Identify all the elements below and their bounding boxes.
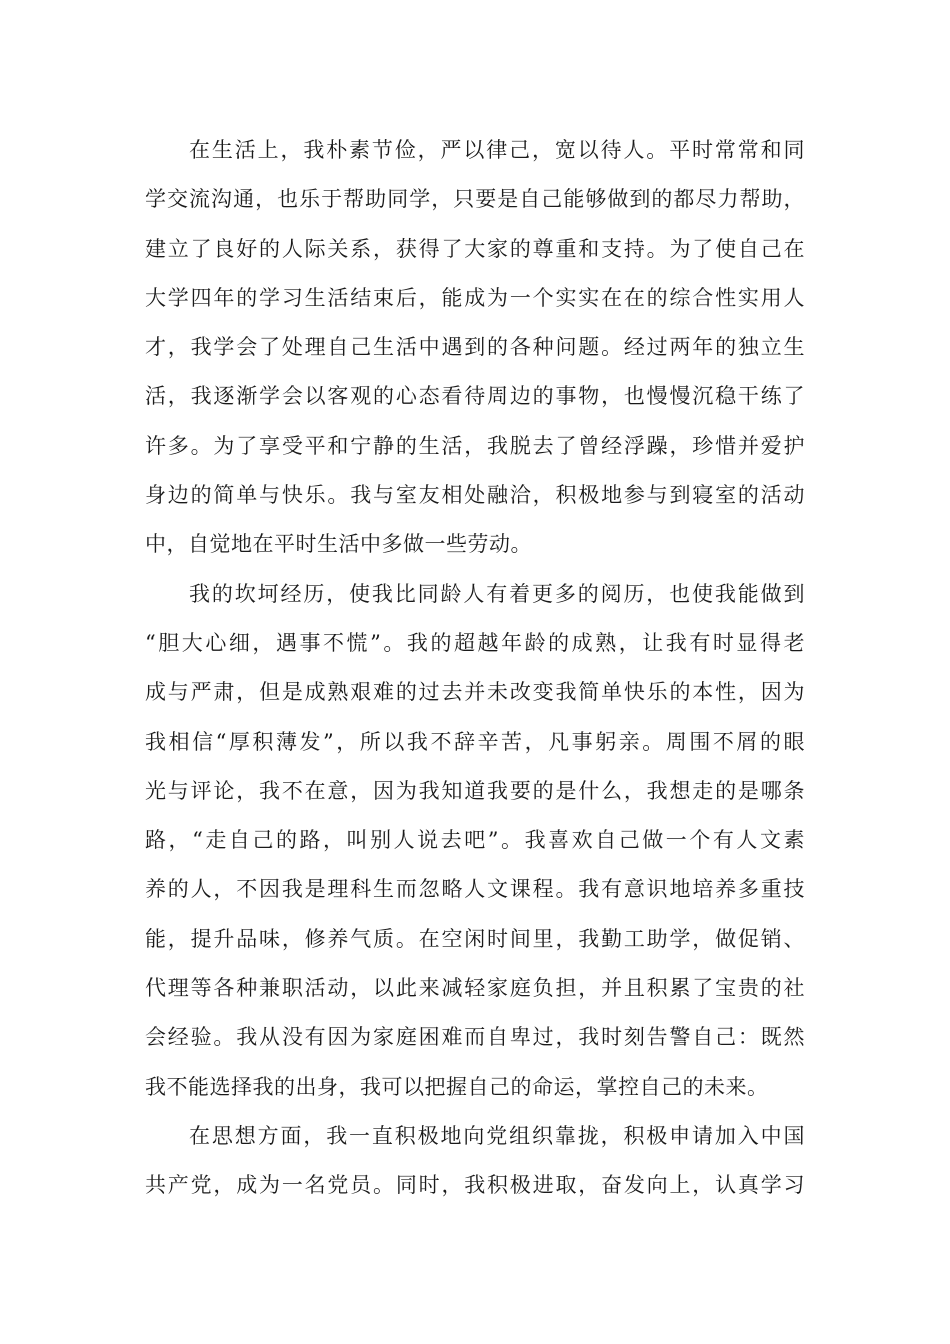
text-line: 学交流沟通，也乐于帮助同学，只要是自己能够做到的都尽力帮助， xyxy=(145,187,805,212)
text-line: 在思想方面，我一直积极地向党组织靠拢，积极申请加入中国 xyxy=(189,1123,805,1148)
text-line: 建立了良好的人际关系，获得了大家的尊重和支持。为了使自己在 xyxy=(145,236,805,261)
text-line: 我的坎坷经历，使我比同龄人有着更多的阅历，也使我能做到 xyxy=(189,581,805,606)
text-line: 大学四年的学习生活结束后，能成为一个实实在在的综合性实用人 xyxy=(145,285,805,310)
paragraph-life xyxy=(145,126,805,570)
text-line: 光与评论，我不在意，因为我知道我要的是什么，我想走的是哪条 xyxy=(145,778,805,803)
text-line: 共产党，成为一名党员。同时，我积极进取，奋发向上，认真学习 xyxy=(145,1173,805,1198)
text-line: 中，自觉地在平时生活中多做一些劳动。 xyxy=(145,532,532,557)
text-line: 许多。为了享受平和宁静的生活，我脱去了曾经浮躁，珍惜并爱护 xyxy=(145,433,805,458)
text-line: 我不能选择我的出身，我可以把握自己的命运，掌控自己的未来。 xyxy=(145,1074,769,1099)
text-line: “胆大心细，遇事不慌”。我的超越年龄的成熟，让我有时显得老 xyxy=(145,630,805,655)
text-line: 会经验。我从没有因为家庭困难而自卑过，我时刻告警自己：既然 xyxy=(145,1025,805,1050)
paragraph-thought xyxy=(145,1112,805,1211)
text-line: 代理等各种兼职活动，以此来减轻家庭负担，并且积累了宝贵的社 xyxy=(145,976,805,1001)
text-line: 养的人，不因我是理科生而忽略人文课程。我有意识地培养多重技 xyxy=(145,877,805,902)
text-line: 活，我逐渐学会以客观的心态看待周边的事物，也慢慢沉稳干练了 xyxy=(145,384,805,409)
text-line: 才，我学会了处理自己生活中遇到的各种问题。经过两年的独立生 xyxy=(145,335,805,360)
paragraph-experience xyxy=(145,570,805,1112)
document-body xyxy=(145,126,805,1211)
text-line: 在生活上，我朴素节俭，严以律己，宽以待人。平时常常和同 xyxy=(189,138,805,162)
text-line: 我相信“厚积薄发”，所以我不辞辛苦，凡事躬亲。周围不屑的眼 xyxy=(145,729,805,754)
text-line: 成与严肃，但是成熟艰难的过去并未改变我简单快乐的本性，因为 xyxy=(145,680,805,705)
text-line: 身边的简单与快乐。我与室友相处融洽，积极地参与到寝室的活动 xyxy=(145,483,805,508)
text-line: 能，提升品味，修养气质。在空闲时间里，我勤工助学，做促销、 xyxy=(145,926,805,951)
text-line: 路，“走自己的路，叫别人说去吧”。我喜欢自己做一个有人文素 xyxy=(145,828,805,853)
